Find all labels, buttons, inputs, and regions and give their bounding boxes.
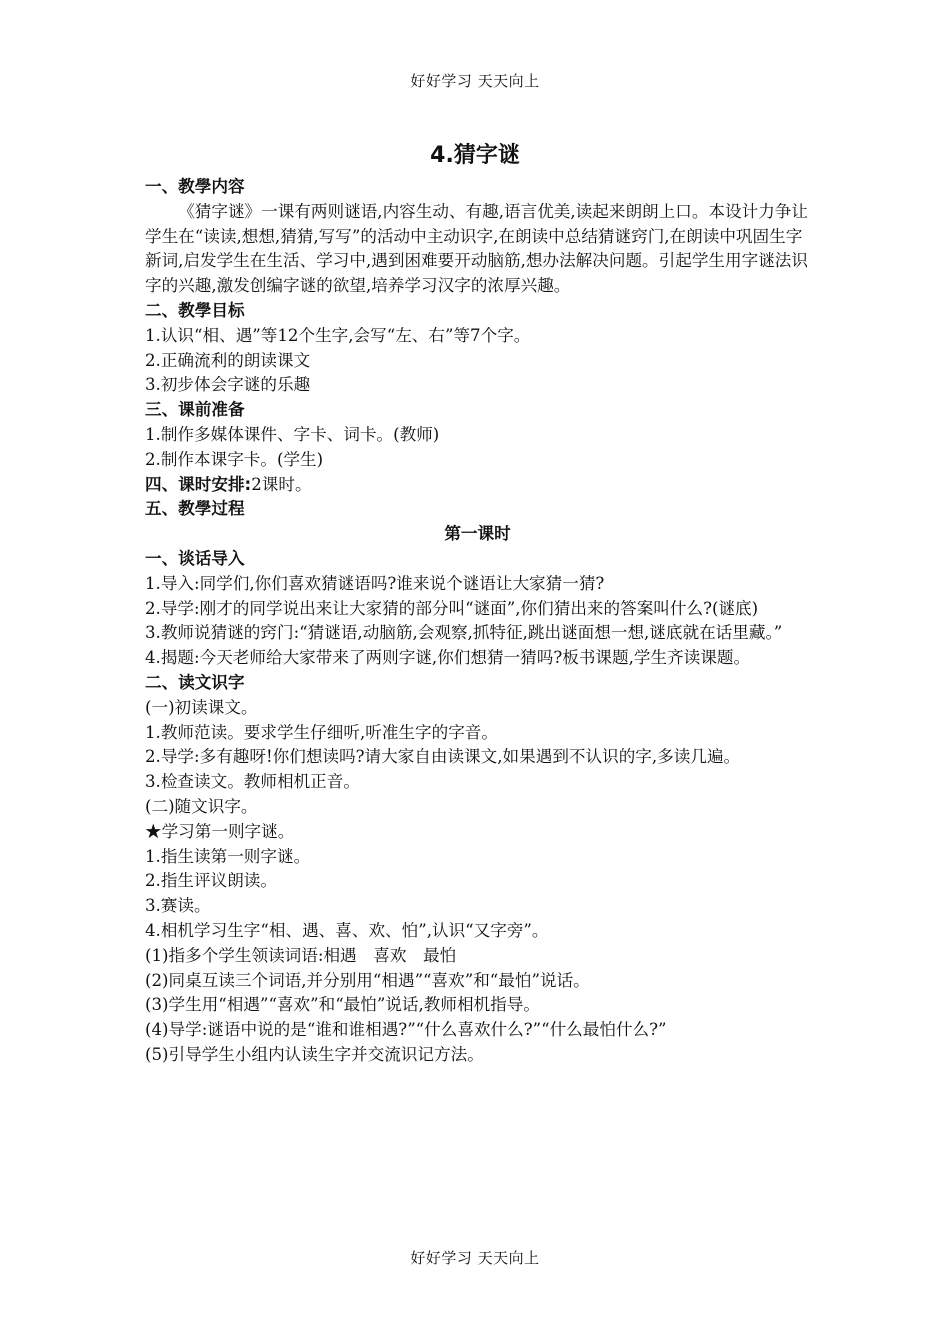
reading-item: 4.相机学习生字“相、遇、喜、欢、怕”,认识“又字旁”。	[145, 920, 549, 940]
preparation-item: 1.制作多媒体课件、字卡、词卡。(教师)	[145, 424, 440, 444]
section-heading-content: 一、教學内容	[145, 177, 245, 196]
goal-item: 2.正确流利的朗读课文	[145, 350, 311, 370]
schedule-value: 2课时。	[251, 474, 312, 494]
part-heading-intro: 一、谈话导入	[145, 548, 245, 568]
reading-item: 1.指生读第一则字谜。	[145, 846, 311, 866]
document-title: 4.猜字谜	[430, 143, 520, 168]
reading-item: (一)初读课文。	[145, 697, 258, 717]
intro-item: 1.导入:同学们,你们喜欢猜谜语吗?谁来说个谜语让大家猜一猜?	[145, 573, 605, 593]
reading-item: 3.赛读。	[145, 896, 211, 916]
reading-item: ★学习第一则字谜。	[145, 821, 295, 841]
reading-item: 1.教师范读。要求学生仔细听,听准生字的字音。	[145, 722, 498, 742]
part-heading-reading: 二、读文识字	[145, 672, 245, 692]
preparation-item: 2.制作本课字卡。(学生)	[145, 449, 324, 469]
intro-item: 3.教师说猜谜的窍门:“猜谜语,动脑筋,会观察,抓特征,跳出谜面想一想,谜底就在话里藏。”	[145, 623, 783, 643]
schedule-line	[145, 473, 810, 498]
reading-item: (1)指多个学生领读词语:相遇 喜欢 最怕	[145, 945, 457, 965]
document-body	[145, 175, 810, 1068]
page-header: 好好学习 天天向上	[410, 72, 540, 90]
section-heading-goals: 二、教學目标	[145, 300, 245, 320]
section-heading-preparation: 三、课前准备	[145, 400, 245, 420]
reading-item: (3)学生用“相遇”“喜欢”和“最怕”说话,教师相机指导。	[145, 995, 540, 1015]
page-footer: 好好学习 天天向上	[410, 1249, 540, 1267]
reading-item: 2.导学:多有趣呀!你们想读吗?请大家自由读课文,如果遇到不认识的字,多读几遍。	[145, 747, 741, 767]
reading-item: (4)导学:谜语中说的是“谁和谁相遇?”“什么喜欢什么?”“什么最怕什么?”	[145, 1020, 667, 1040]
reading-item: 2.指生评议朗读。	[145, 871, 277, 891]
lesson-heading: 第一课时	[444, 524, 511, 544]
section-heading-schedule: 四、课时安排:	[145, 474, 252, 494]
reading-item: (2)同桌互读三个词语,并分别用“相遇”“喜欢”和“最怕”说话。	[145, 970, 590, 990]
intro-item: 2.导学:刚才的同学说出来让大家猜的部分叫“谜面”,你们猜出来的答案叫什么?(谜底)	[145, 598, 759, 618]
content-paragraph: 《猜字谜》一课有两则谜语,内容生动、有趣,语言优美,读起来朗朗上口。本设计力争让学生在“读读,想想,猜猜,写写”的活动中主动识字,在朗读中总结猜谜窍门,在朗读中巩固生字新词,启发学生在生活、学习中,遇到困难要开动脑筋,想办法解决问题。引起学生用字谜法识字的兴趣,激发创编字谜的欲望,培养学习汉字的浓厚兴趣。	[145, 201, 808, 296]
goal-item: 3.初步体会字谜的乐趣	[145, 375, 311, 395]
section-heading-process: 五、教學过程	[145, 499, 245, 519]
reading-item: (5)引导学生小组内认读生字并交流识记方法。	[145, 1044, 484, 1064]
reading-item: (二)随文识字。	[145, 796, 258, 816]
goal-item: 1.认识“相、遇”等12个生字,会写“左、右”等7个字。	[145, 325, 531, 345]
intro-item: 4.揭题:今天老师给大家带来了两则字谜,你们想猜一猜吗?板书课题,学生齐读课题。	[145, 648, 751, 668]
reading-item: 3.检查读文。教师相机正音。	[145, 772, 360, 792]
